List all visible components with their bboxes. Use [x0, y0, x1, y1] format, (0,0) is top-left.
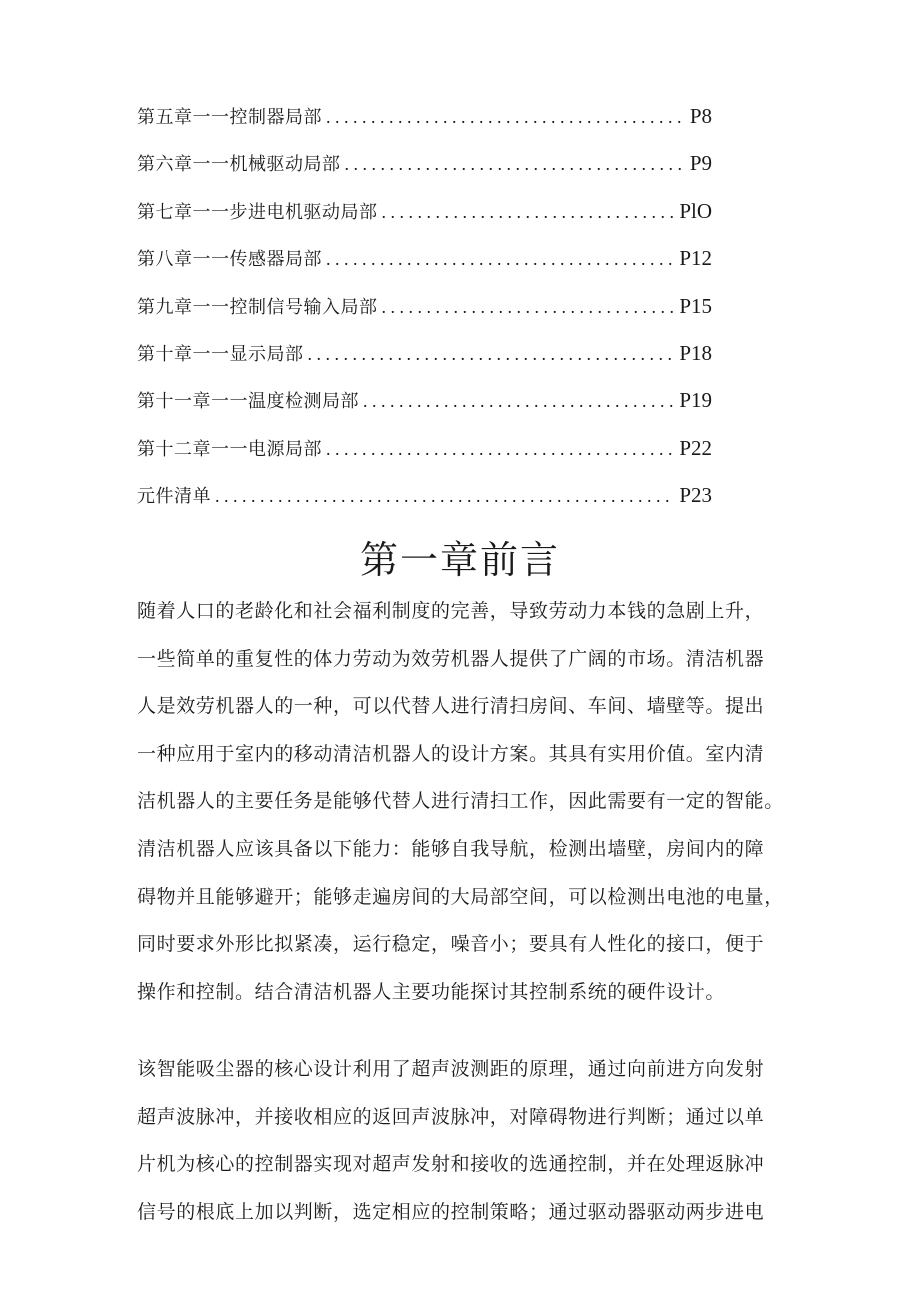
toc-entry-page: P18 — [679, 340, 712, 365]
table-of-contents — [137, 96, 712, 523]
toc-leader-dots — [308, 334, 676, 374]
toc-entry-label: 第八章一一传感器局部 — [137, 249, 322, 271]
paragraph-line: 该智能吸尘器的核心设计利用了超声波测距的原理，通过向前进方向发射 — [137, 1058, 765, 1080]
toc-entry-label: 第六章一一机械驱动局部 — [137, 154, 341, 176]
toc-entry-page: P15 — [679, 293, 712, 318]
body-paragraph — [137, 1046, 807, 1236]
paragraph-line: 碍物并且能够避开；能够走遍房间的大局部空间，可以检测出电池的电量， — [137, 885, 784, 908]
paragraph-line: 洁机器人的主要任务是能够代替人进行清扫工作，因此需要有一定的智能。 — [137, 790, 784, 813]
toc-entry — [137, 428, 712, 475]
toc-leader-dots — [215, 476, 675, 516]
toc-entry-page: P23 — [679, 483, 712, 508]
toc-entry-label: 第五章一一控制器局部 — [137, 107, 322, 128]
toc-leader-dots — [345, 144, 686, 184]
paragraph-line: 清洁机器人应该具备以下能力：能够自我导航，检测出墙壁，房间内的障 — [137, 837, 765, 860]
toc-leader-dots — [326, 239, 675, 279]
toc-entry-label: 第十章一一显示局部 — [137, 343, 304, 365]
toc-entry-page: PlO — [679, 198, 712, 223]
toc-entry-page: P8 — [689, 104, 712, 128]
toc-entry — [137, 475, 712, 522]
toc-entry-page: P9 — [689, 151, 712, 176]
toc-entry — [137, 96, 712, 143]
toc-entry — [137, 333, 712, 380]
toc-entry-label: 元件清单 — [137, 486, 211, 508]
chapter-title: 第一章前言 — [359, 538, 560, 582]
toc-entry — [137, 286, 712, 333]
toc-entry-page: P12 — [679, 246, 712, 271]
paragraph-line: 超声波脉冲，并接收相应的返回声波脉冲，对障碍物进行判断；通过以单 — [137, 1105, 765, 1128]
paragraph-line: 信号的根底上加以判断，选定相应的控制策略；通过驱动器驱动两步进电 — [137, 1200, 765, 1223]
toc-entry — [137, 143, 712, 190]
toc-entry-label: 第七章一一步进电机驱动局部 — [137, 201, 378, 223]
toc-leader-dots — [326, 429, 675, 469]
toc-entry — [137, 380, 712, 427]
toc-leader-dots — [382, 287, 676, 327]
toc-entry-label: 第九章一一控制信号输入局部 — [137, 296, 378, 318]
body-paragraph — [137, 588, 807, 1016]
toc-entry-label: 第十一章一一温度检测局部 — [137, 391, 359, 413]
toc-entry-page: P22 — [679, 435, 712, 460]
toc-entry-page: P19 — [679, 388, 712, 413]
paragraph-line: 操作和控制。结合清洁机器人主要功能探讨其控制系统的硬件设计。 — [137, 980, 726, 1003]
toc-entry-label: 第十二章一一电源局部 — [137, 438, 322, 460]
toc-leader-dots — [363, 381, 675, 421]
paragraph-line: 片机为核心的控制器实现对超声发射和接收的选通控制，并在处理返脉冲 — [137, 1153, 765, 1176]
paragraph-line: 一种应用于室内的移动清洁机器人的设计方案。其具有实用价值。室内清 — [137, 742, 765, 765]
toc-leader-dots — [326, 97, 686, 137]
paragraph-line: 一些简单的重复性的体力劳动为效劳机器人提供了广阔的市场。清洁机器 — [137, 647, 765, 670]
toc-leader-dots — [382, 192, 676, 232]
toc-entry — [137, 238, 712, 285]
paragraph-line: 人是效劳机器人的一种，可以代替人进行清扫房间、车间、墙壁等。提出 — [137, 695, 765, 718]
paragraph-line: 随着人口的老龄化和社会福利制度的完善，导致劳动力本钱的急剧上升， — [137, 600, 765, 622]
toc-entry — [137, 191, 712, 238]
paragraph-line: 同时要求外形比拟紧凑，运行稳定，噪音小；要具有人性化的接口，便于 — [137, 933, 765, 956]
